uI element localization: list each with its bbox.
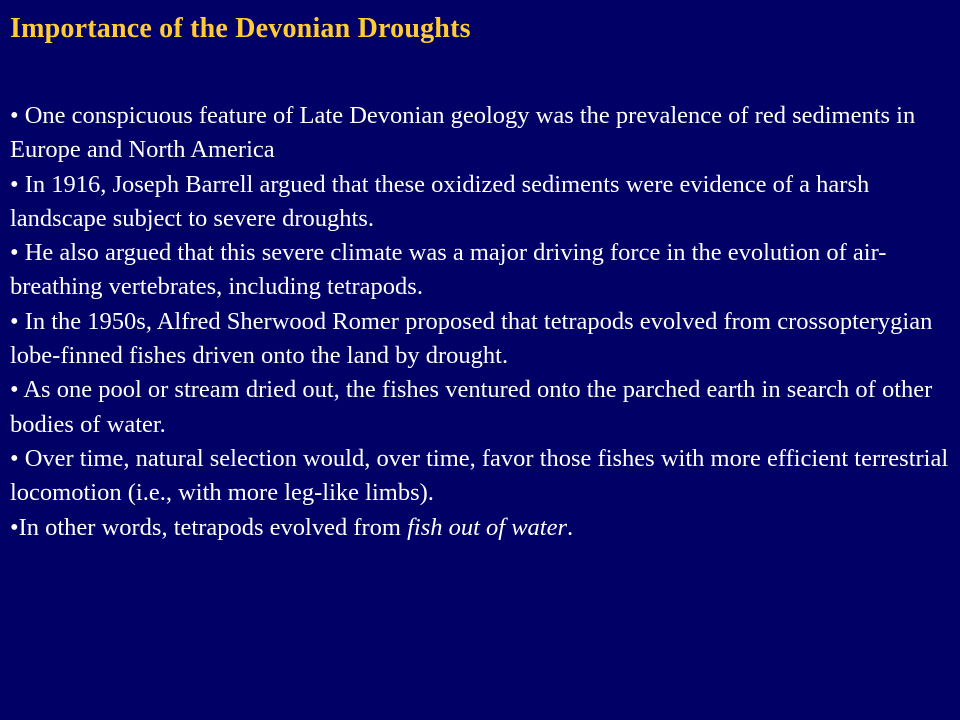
bullet-marker: •: [10, 444, 25, 472]
bullet-marker: •: [10, 513, 19, 541]
bullet-item: [10, 168, 950, 237]
bullet-marker: •: [10, 239, 25, 267]
bullet-marker: •: [10, 376, 24, 404]
bullet-item: [10, 442, 950, 511]
bullet-list: [10, 99, 950, 545]
bullet-text: One conspicuous feature of Late Devonian geology was the prevalence of red sediments in Europe and North America: [10, 102, 916, 164]
bullet-text: In the 1950s, Alfred Sherwood Romer proposed that tetrapods evolved from crossopterygian lobe-finned fishes driven onto the land by drought.: [10, 307, 933, 370]
bullet-marker: •: [10, 102, 25, 129]
bullet-marker: •: [10, 170, 25, 198]
bullet-text: He also argued that this severe climate was a major driving force in the evolution of air-breathing vertebrates, including tetrapods.: [10, 239, 887, 301]
bullet-item: [10, 99, 950, 168]
bullet-italic-text: fish out of water: [407, 513, 568, 541]
slide-title: Importance of the Devonian Droughts: [10, 13, 471, 44]
bullet-text: In other words, tetrapods evolved from: [18, 513, 408, 541]
bullet-text: As one pool or stream dried out, the fishes ventured onto the parched earth in search of other bodies of water.: [10, 376, 933, 438]
bullet-marker: •: [10, 307, 25, 335]
bullet-text: Over time, natural selection would, over time, favor those fishes with more efficient terrestrial locomotion (i.e., with more leg-like limbs).: [10, 444, 949, 507]
bullet-text-end: .: [567, 513, 574, 541]
bullet-item: [10, 305, 950, 374]
bullet-item: [10, 373, 950, 442]
bullet-text: In 1916, Joseph Barrell argued that these oxidized sediments were evidence of a harsh landscape subject to severe droughts.: [10, 170, 870, 232]
bullet-item: [10, 511, 950, 545]
bullet-item: [10, 236, 950, 305]
